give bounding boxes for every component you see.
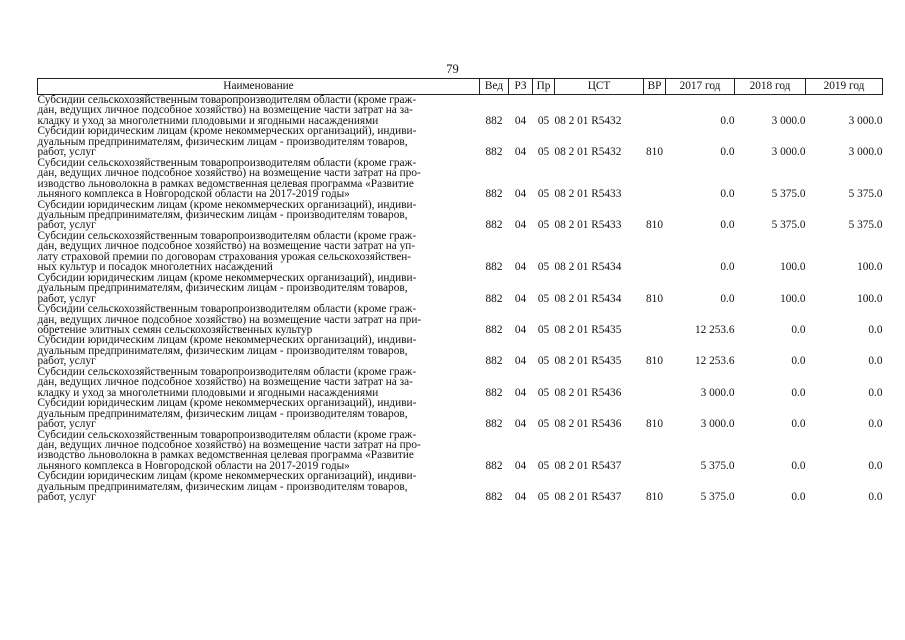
table-row	[38, 367, 883, 398]
cell-cst: 08 2 01 R5435	[554, 323, 622, 336]
cell-2017: 3 000.0	[700, 418, 735, 430]
cell-pr: 05	[537, 418, 550, 430]
cell-vr: 810	[646, 418, 663, 430]
cell-2017: 12 253.6	[694, 323, 735, 336]
name-line: Субсидии юридическим лицам (кроме некоммерческих организаций), индиви-	[37, 334, 417, 347]
col-header-name: Наименование	[38, 79, 480, 95]
name-line: работ, услуг	[37, 355, 96, 368]
table-row	[38, 200, 883, 231]
cell-ved: 882	[485, 323, 503, 336]
cell-2019: 0.0	[868, 355, 883, 368]
cell-2017: 5 375.0	[700, 491, 735, 504]
cell-ved: 882	[485, 114, 503, 127]
cell-2019: 0.0	[868, 491, 883, 504]
cell-rz: 04	[514, 418, 527, 430]
cell-2019: 0.0	[868, 386, 883, 399]
col-header-2017: 2017 год	[666, 79, 735, 95]
name-line: дан, ведущих личное подсобное хозяйство) на возмещение части затрат на при-	[37, 313, 422, 326]
cell-vr: 810	[646, 355, 663, 368]
name-line: дуальным предпринимателям, физическим лицам - производителям товаров,	[37, 135, 408, 148]
cell-vr	[644, 430, 666, 472]
name-line: Субсидии юридическим лицам (кроме некоммерческих организаций), индиви-	[37, 271, 417, 284]
cell-2019: 100.0	[857, 261, 883, 274]
cell-name	[38, 273, 480, 304]
table-row	[38, 471, 883, 502]
cell-pr: 05	[537, 114, 550, 127]
cell-ved: 882	[485, 418, 503, 430]
name-line: работ, услуг	[37, 292, 96, 305]
table-row	[38, 335, 883, 366]
cell-pr: 05	[537, 219, 550, 232]
table-body	[38, 95, 883, 503]
name-line: дан, ведущих личное подсобное хозяйство) на возмещение части затрат на за-	[37, 376, 413, 389]
cell-rz: 04	[514, 355, 527, 368]
cell-name	[38, 367, 480, 398]
cell-name	[38, 126, 480, 157]
cell-cst: 08 2 01 R5437	[554, 491, 622, 504]
cell-pr: 05	[537, 459, 550, 472]
cell-2017: 12 253.6	[694, 355, 735, 368]
cell-name	[38, 304, 480, 335]
page-number: 79	[446, 62, 459, 76]
cell-2017: 0.0	[720, 219, 735, 232]
name-line: кладку и уход за многолетними плодовыми и ягодными насаждениями	[37, 114, 379, 127]
cell-2019: 3 000.0	[848, 146, 883, 159]
cell-vr: 810	[646, 146, 663, 159]
cell-pr: 05	[537, 323, 550, 336]
cell-rz: 04	[514, 188, 527, 201]
cell-2018: 0.0	[791, 491, 806, 504]
name-line: изводство льноволокна в рамках ведомственная целевая программа «Развитие	[37, 449, 414, 462]
name-line: дуальным предпринимателям, физическим лицам - производителям товаров,	[37, 208, 408, 221]
cell-2018: 0.0	[791, 355, 806, 368]
name-line: дан, ведущих личное подсобное хозяйство) на возмещение части затрат на про-	[37, 167, 421, 180]
cell-vr: 810	[646, 292, 663, 305]
name-line: Субсидии сельскохозяйственным товаропроизводителям области (кроме граж-	[37, 365, 417, 378]
cell-vr	[644, 304, 666, 335]
cell-cst: 08 2 01 R5432	[554, 146, 622, 159]
cell-vr	[644, 231, 666, 273]
cell-name	[38, 430, 480, 472]
name-line: дан, ведущих личное подсобное хозяйство) на возмещение части затрат на уп-	[37, 240, 416, 253]
cell-2018: 0.0	[791, 418, 806, 430]
cell-name	[38, 200, 480, 231]
table-row	[38, 231, 883, 273]
cell-cst: 08 2 01 R5434	[554, 261, 622, 274]
table-row	[38, 430, 883, 472]
cell-ved: 882	[485, 292, 503, 305]
name-line: дуальным предпринимателям, физическим лицам - производителям товаров,	[37, 407, 408, 420]
cell-rz: 04	[514, 491, 527, 504]
cell-name	[38, 158, 480, 200]
budget-table	[37, 78, 883, 503]
cell-cst: 08 2 01 R5434	[554, 292, 622, 305]
cell-2018: 3 000.0	[771, 146, 806, 159]
cell-rz: 04	[514, 459, 527, 472]
cell-cst: 08 2 01 R5433	[554, 219, 622, 232]
cell-2019: 0.0	[868, 459, 883, 472]
cell-cst: 08 2 01 R5433	[554, 188, 622, 201]
cell-pr: 05	[537, 355, 550, 368]
cell-vr: 810	[646, 491, 663, 504]
name-line: работ, услуг	[37, 219, 96, 232]
cell-rz: 04	[514, 114, 527, 127]
cell-cst: 08 2 01 R5436	[554, 386, 622, 399]
cell-2019: 100.0	[857, 292, 883, 305]
table-row	[38, 273, 883, 304]
cell-2019: 5 375.0	[848, 188, 883, 201]
col-header-pr: Пр	[533, 79, 555, 95]
name-line: льняного комплекса в Новгородской области на 2017-2019 годы»	[37, 459, 350, 472]
name-line: дан, ведущих личное подсобное хозяйство) на возмещение части затрат на про-	[37, 438, 421, 451]
cell-pr: 05	[537, 491, 550, 504]
cell-2017: 0.0	[720, 261, 735, 274]
cell-rz: 04	[514, 386, 527, 399]
cell-ved: 882	[485, 491, 503, 504]
name-line: льняного комплекса в Новгородской области на 2017-2019 годы»	[37, 188, 350, 201]
name-line: Субсидии сельскохозяйственным товаропроизводителям области (кроме граж-	[37, 229, 417, 242]
cell-pr: 05	[537, 386, 550, 399]
cell-2017: 0.0	[720, 188, 735, 201]
name-line: Субсидии юридическим лицам (кроме некоммерческих организаций), индиви-	[37, 198, 417, 211]
table-row	[38, 126, 883, 157]
cell-2017: 0.0	[720, 146, 735, 159]
name-line: кладку и уход за многолетними плодовыми и ягодными насаждениями	[37, 386, 379, 399]
name-line: работ, услуг	[37, 491, 96, 504]
name-line: дан, ведущих личное подсобное хозяйство) на возмещение части затрат на за-	[37, 104, 413, 117]
table-row	[38, 95, 883, 127]
cell-vr	[644, 158, 666, 200]
col-header-2018: 2018 год	[735, 79, 806, 95]
table-row	[38, 158, 883, 200]
cell-ved: 882	[485, 146, 503, 159]
cell-vr: 810	[646, 219, 663, 232]
cell-pr: 05	[537, 146, 550, 159]
cell-2019: 0.0	[868, 418, 883, 430]
name-line: Субсидии сельскохозяйственным товаропроизводителям области (кроме граж-	[37, 156, 417, 169]
cell-2018: 100.0	[780, 261, 806, 274]
name-line: Субсидии сельскохозяйственным товаропроизводителям области (кроме граж-	[37, 303, 417, 316]
name-line: работ, услуг	[37, 146, 96, 159]
cell-rz: 04	[514, 146, 527, 159]
cell-name	[38, 231, 480, 273]
name-line: дуальным предпринимателям, физическим лицам - производителям товаров,	[37, 282, 408, 295]
col-header-cst: ЦСТ	[555, 79, 644, 95]
name-line: Субсидии юридическим лицам (кроме некоммерческих организаций), индиви-	[37, 125, 417, 138]
cell-2019: 3 000.0	[848, 114, 883, 127]
cell-name	[38, 335, 480, 366]
name-line: Субсидии сельскохозяйственным товаропроизводителям области (кроме граж-	[37, 428, 417, 441]
name-line: лату страховой премии по договорам страхования урожая сельскохозяйствен-	[37, 250, 412, 263]
cell-2017: 0.0	[720, 114, 735, 127]
cell-2018: 0.0	[791, 323, 806, 336]
name-line: изводство льноволокна в рамках ведомственная целевая программа «Развитие	[37, 177, 414, 190]
table-row	[38, 398, 883, 429]
name-line: работ, услуг	[37, 418, 96, 431]
cell-2018: 3 000.0	[771, 114, 806, 127]
cell-name	[38, 95, 480, 127]
cell-rz: 04	[514, 261, 527, 274]
cell-ved: 882	[485, 219, 503, 232]
cell-2018: 0.0	[791, 459, 806, 472]
cell-ved: 882	[485, 188, 503, 201]
table-header-row	[38, 79, 883, 95]
cell-name	[38, 471, 480, 502]
cell-ved: 882	[485, 386, 503, 399]
cell-rz: 04	[514, 219, 527, 232]
cell-ved: 882	[485, 459, 503, 472]
table-row	[38, 304, 883, 335]
cell-vr	[644, 95, 666, 127]
cell-pr: 05	[537, 292, 550, 305]
col-header-2019: 2019 год	[806, 79, 883, 95]
cell-pr: 05	[537, 261, 550, 274]
cell-2019: 5 375.0	[848, 219, 883, 232]
name-line: Субсидии сельскохозяйственным товаропроизводителям области (кроме граж-	[37, 94, 417, 106]
name-line: дуальным предпринимателям, физическим лицам - производителям товаров,	[37, 480, 408, 493]
cell-vr	[644, 367, 666, 398]
name-line: Субсидии юридическим лицам (кроме некоммерческих организаций), индиви-	[37, 397, 417, 410]
cell-2018: 100.0	[780, 292, 806, 305]
cell-name	[38, 398, 480, 429]
cell-pr: 05	[537, 188, 550, 201]
cell-cst: 08 2 01 R5437	[554, 459, 622, 472]
cell-ved: 882	[485, 355, 503, 368]
cell-cst: 08 2 01 R5432	[554, 114, 622, 127]
cell-2018: 5 375.0	[771, 188, 806, 201]
cell-2019: 0.0	[868, 323, 883, 336]
col-header-ved: Вед	[480, 79, 509, 95]
cell-2017: 3 000.0	[700, 386, 735, 399]
cell-2017: 0.0	[720, 292, 735, 305]
cell-rz: 04	[514, 292, 527, 305]
cell-2017: 5 375.0	[700, 459, 735, 472]
cell-2018: 0.0	[791, 386, 806, 399]
cell-rz: 04	[514, 323, 527, 336]
cell-cst: 08 2 01 R5435	[554, 355, 622, 368]
name-line: ных культур и посадок многолетних насаждений	[37, 261, 273, 274]
cell-2018: 5 375.0	[771, 219, 806, 232]
name-line: Субсидии юридическим лицам (кроме некоммерческих организаций), индиви-	[37, 470, 417, 483]
name-line: обретение элитных семян сельскохозяйственных культур	[37, 323, 313, 336]
name-line: дуальным предпринимателям, физическим лицам - производителям товаров,	[37, 344, 408, 357]
cell-cst: 08 2 01 R5436	[554, 418, 622, 430]
cell-ved: 882	[485, 261, 503, 274]
col-header-rz: РЗ	[509, 79, 533, 95]
col-header-vr: ВР	[644, 79, 666, 95]
